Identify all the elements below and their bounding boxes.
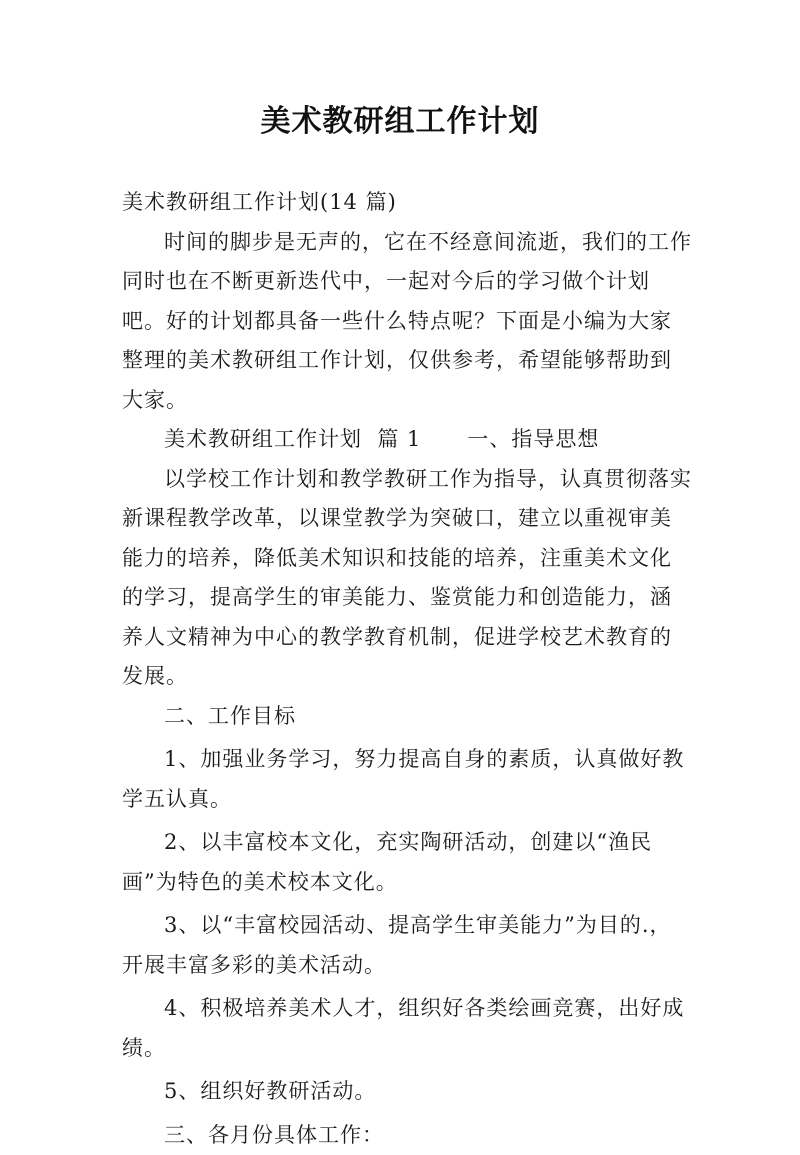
goal-item: 3、以“丰富校园活动、提高学生审美能力”为目的.，开展丰富多彩的美术活动。 [122, 906, 692, 985]
document-subtitle: 美术教研组工作计划(14 篇) [122, 183, 692, 223]
section-line [122, 420, 692, 460]
monthly-heading: 三、各月份具体工作： [122, 1116, 692, 1155]
page-title: 美术教研组工作计划 [0, 96, 800, 140]
document-body [122, 183, 692, 1155]
goal-item: 5、组织好教研活动。 [122, 1072, 692, 1112]
goal-item: 4、积极培养美术人才，组织好各类绘画竞赛，出好成绩。 [122, 989, 692, 1068]
intro-paragraph: 时间的脚步是无声的，它在不经意间流逝，我们的工作同时也在不断更新迭代中，一起对今后的学习做个计划吧。好的计划都具备一些什么特点呢？下面是小编为大家整理的美术教研组工作计划，仅供参考，希望能够帮助到大家。 [122, 223, 692, 421]
section-part-label: 美术教研组工作计划 篇 1 [164, 427, 421, 451]
goal-item: 2、以丰富校本文化，充实陶研活动，创建以“渔民画”为特色的美术校本文化。 [122, 823, 692, 902]
goal-item: 1、加强业务学习，努力提高自身的素质，认真做好教学五认真。 [122, 740, 692, 819]
goals-heading: 二、工作目标 [122, 697, 692, 737]
section-heading-guiding: 一、指导思想 [467, 427, 599, 451]
guiding-paragraph: 以学校工作计划和教学教研工作为指导，认真贯彻落实新课程教学改革，以课堂教学为突破口，建立以重视审美能力的培养，降低美术知识和技能的培养，注重美术文化的学习，提高学生的审美能力、鉴赏能力和创造能力，涵养人文精神为中心的教学教育机制，促进学校艺术教育的发展。 [122, 460, 692, 697]
